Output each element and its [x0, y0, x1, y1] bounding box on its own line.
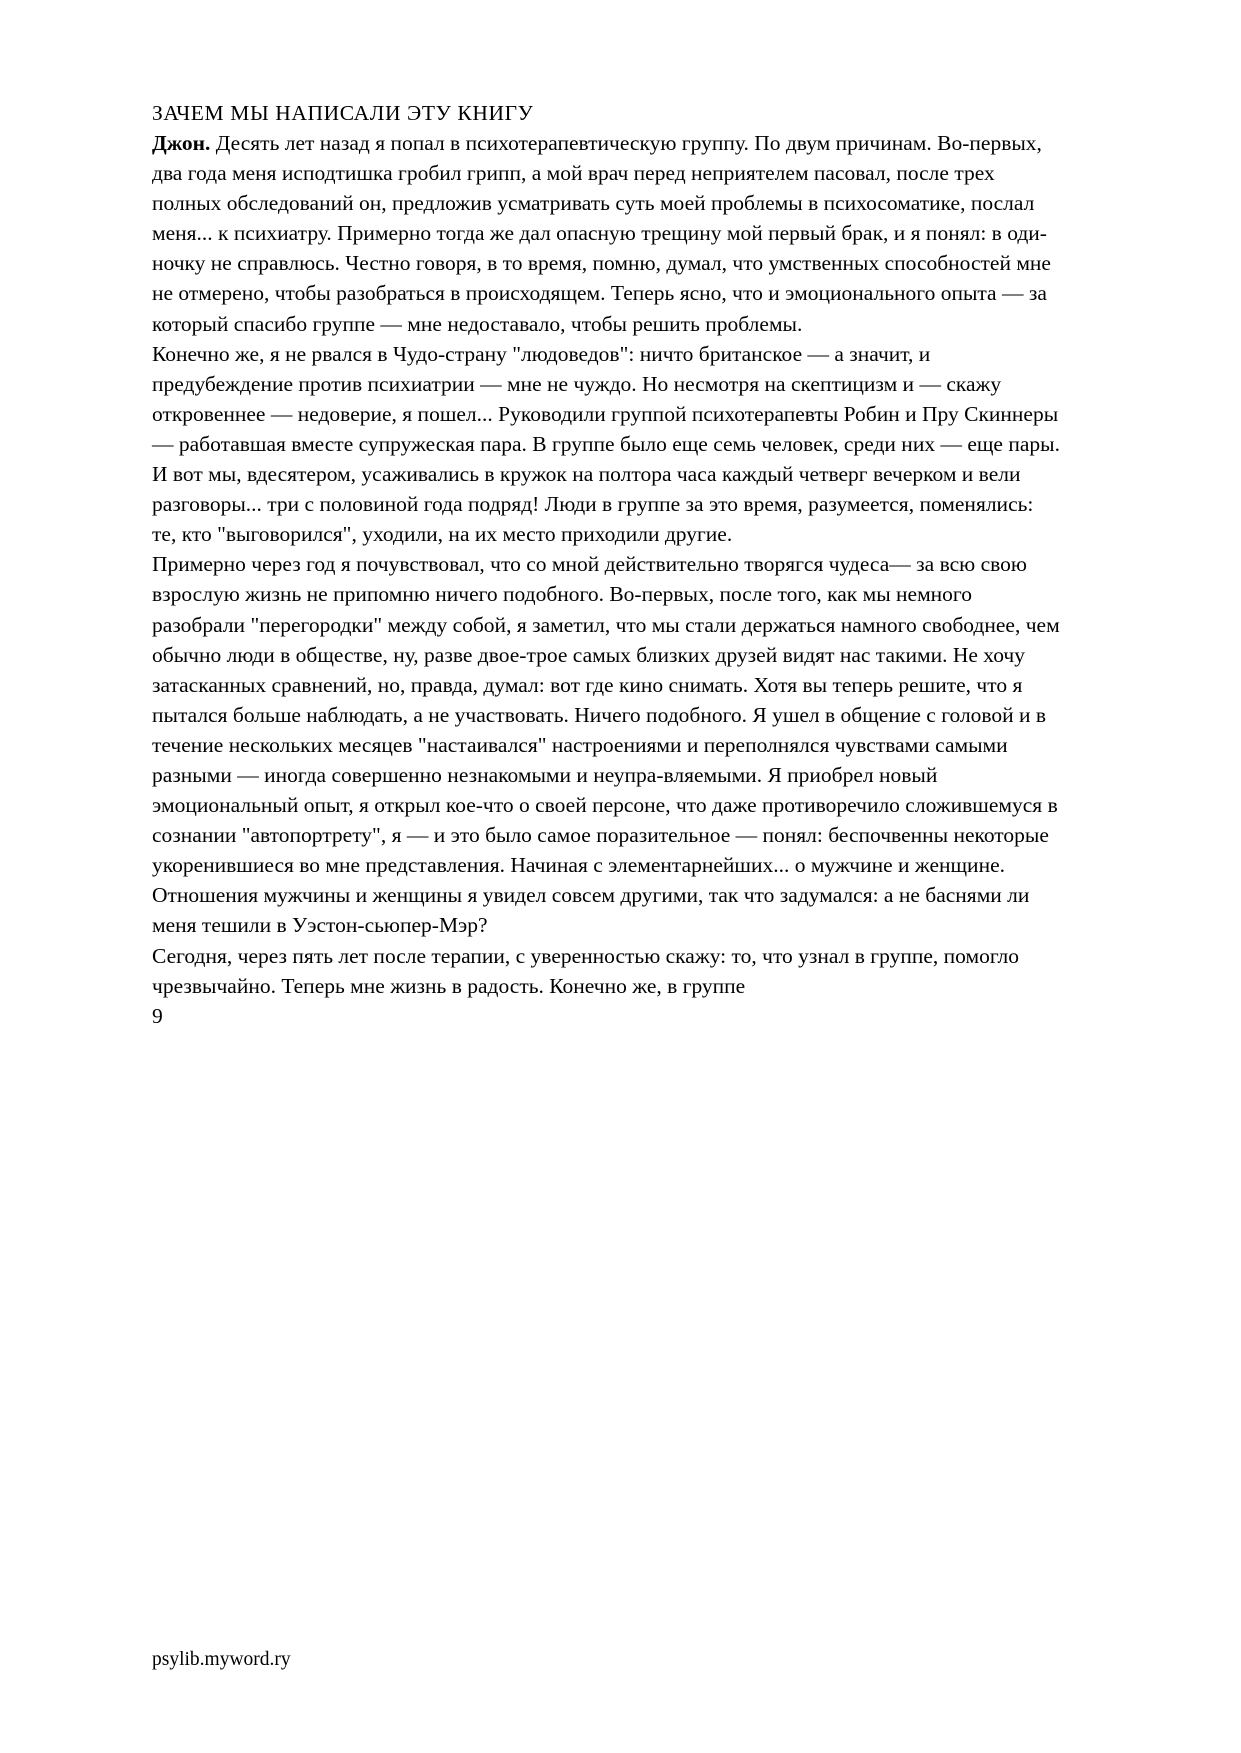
paragraph-line: Конечно же, я не рвался в Чудо-страну "людоведов": ничто британское — а значит, и — [152, 341, 931, 366]
paragraph-line: те, кто "выговорился", уходили, на их место приходили другие. — [152, 522, 733, 547]
paragraph-line: ночку не справлюсь. Честно говоря, в то время, помню, думал, что умственных способностей мне — [152, 251, 1051, 276]
paragraph-line: И вот мы, вдесятером, усаживались в кружок на полтора часа каждый четверг вечерком и вели — [152, 462, 1021, 487]
paragraph-line: чрезвычайно. Теперь мне жизнь в радость. Конечно же, в группе — [152, 973, 746, 998]
paragraph-line: откровеннее — недоверие, я пошел... Руководили группой психотерапевты Робин и Пру Скиннеры — [152, 401, 1059, 426]
paragraph-line: эмоциональный опыт, я открыл кое-что о своей персоне, что даже противоречило сложившемуся в — [152, 793, 1058, 818]
paragraph-line: Отношения мужчины и женщины я увидел совсем другими, так что задумался: а не баснями ли — [152, 883, 1030, 908]
paragraph-line: взрослую жизнь не припомню ничего подобного. Во-первых, после того, как мы немного — [152, 582, 972, 607]
paragraph-line: обычно люди в обществе, ну, разве двое-трое самых близких друзей видят нас такими. Не хочу — [152, 642, 1025, 667]
paragraph-line: который спасибо группе — мне недоставало, чтобы решить проблемы. — [152, 311, 803, 336]
body-paragraph-3 — [152, 549, 1142, 940]
paragraph-line: — работавшая вместе супружеская пара. В группе было еще семь человек, среди них — еще пары. — [152, 431, 1060, 456]
line-text: Десять лет назад я попал в психотерапевтическую группу. По двум причинам. Во-первых, — [210, 131, 1042, 155]
page-content — [152, 98, 1142, 1031]
paragraph-line: полных обследований он, предложив усматривать суть моей проблемы в психосоматике, послал — [152, 191, 1035, 216]
paragraph-line: течение нескольких месяцев "настаивался" настроениями и переполнялся чувствами самыми — [152, 732, 1008, 757]
paragraph-line: сознании "автопортрету", я — и это было самое поразительное — понял: беспочвенны некоторые — [152, 823, 1049, 848]
page-title: ЗАЧЕМ МЫ НАПИСАЛИ ЭТУ КНИГУ — [152, 101, 534, 125]
body-paragraph-4 — [152, 941, 1142, 1001]
paragraph-line: два года меня исподтишка гробил грипп, а мой врач перед неприятелем пасовал, после трех — [152, 161, 995, 186]
paragraph-line — [152, 128, 1142, 158]
paragraph-line: разговоры... три с половиной года подряд! Люди в группе за это время, разумеется, поменялись: — [152, 492, 1034, 517]
paragraph-line: укоренившиеся во мне представления. Начиная с элементарнейших... о мужчине и женщине. — [152, 853, 1005, 878]
paragraph-line: разными — иногда совершенно незнакомыми и неупра-вляемыми. Я приобрел новый — [152, 762, 938, 787]
speaker-label: Джон. — [152, 131, 211, 155]
paragraph-line: предубеждение против психиатрии — мне не чуждо. Но несмотря на скептицизм и — скажу — [152, 371, 1002, 396]
page-number: 9 — [152, 1003, 163, 1028]
body-paragraph-1 — [152, 128, 1142, 339]
paragraph-line: разобрали "перегородки" между собой, я заметил, что мы стали держаться намного свободнее, чем — [152, 612, 1060, 637]
footer-watermark: psylib.myword.ry — [152, 1649, 291, 1670]
body-paragraph-2 — [152, 339, 1142, 550]
paragraph-line: меня... к психиатру. Примерно тогда же дал опасную трещину мой первый брак, и я понял: в оди- — [152, 221, 1047, 246]
paragraph-line: затасканных сравнений, но, правда, думал: вот где кино снимать. Хотя вы теперь решите, что я — [152, 672, 1023, 697]
paragraph-line: пытался больше наблюдать, а не участвовать. Ничего подобного. Я ушел в общение с головой и в — [152, 702, 1047, 727]
paragraph-line: не отмерено, чтобы разобраться в происходящем. Теперь ясно, что и эмоционального опыта — за — [152, 281, 1047, 306]
paragraph-line: Примерно через год я почувствовал, что со мной действительно творягся чудеса— за всю свою — [152, 552, 1027, 577]
paragraph-line: Сегодня, через пять лет после терапии, с уверенностью скажу: то, что узнал в группе, помогло — [152, 943, 1020, 968]
paragraph-line: меня тешили в Уэстон-сьюпер-Мэр? — [152, 913, 488, 938]
